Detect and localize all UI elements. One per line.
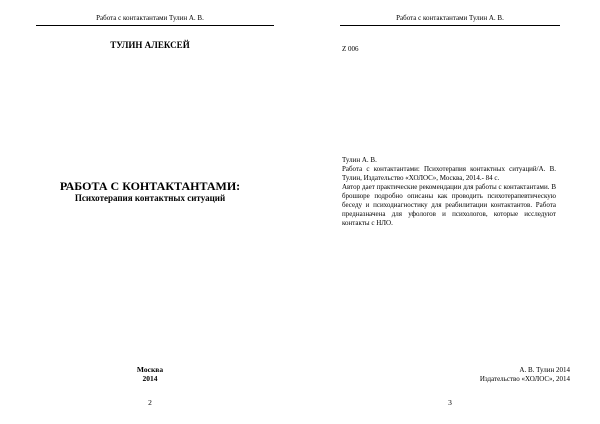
publish-year: 2014 bbox=[142, 374, 158, 383]
book-title: РАБОТА С КОНТАКТАНТАМИ: bbox=[59, 179, 241, 193]
page-number-right: 3 bbox=[448, 398, 452, 407]
bib-annotation: Автор дает практические рекомендации для работы с контактантами. В брошюре подробно описаны как проводить психотерапевтическую беседу и психодиагностику для реабилитации контактантов. Работа предназначена для уфологов и психологов, которые исследуют контакты с НЛО. bbox=[342, 183, 556, 227]
book-subtitle: Психотерапия контактных ситуаций bbox=[74, 193, 226, 203]
copyright-block bbox=[480, 366, 570, 384]
running-head-left: Работа с контактантами Тулин А. В. bbox=[96, 14, 204, 22]
header-rule-left bbox=[36, 25, 274, 26]
bibliographic-block bbox=[342, 156, 556, 228]
bib-author: Тулин А. В. bbox=[342, 156, 377, 164]
author-name: ТУЛИН АЛЕКСЕЙ bbox=[110, 40, 190, 50]
bib-citation: Работа с контактантами: Психотерапия контактных ситуаций/А. В. Тулин, Издательство «ХОЛОС», Москва, 2014.- 84 с. bbox=[342, 165, 556, 182]
right-page bbox=[300, 0, 600, 424]
header-rule-right bbox=[340, 25, 560, 26]
copyright-publisher: Издательство «ХОЛОС», 2014 bbox=[479, 375, 570, 383]
running-head-right: Работа с контактантами Тулин А. В. bbox=[396, 14, 504, 22]
publish-city: Москва bbox=[136, 365, 164, 374]
copyright-author: А. В. Тулин 2014 bbox=[519, 366, 570, 374]
catalog-code: Z 006 bbox=[342, 45, 359, 53]
page-number-left: 2 bbox=[148, 398, 152, 407]
